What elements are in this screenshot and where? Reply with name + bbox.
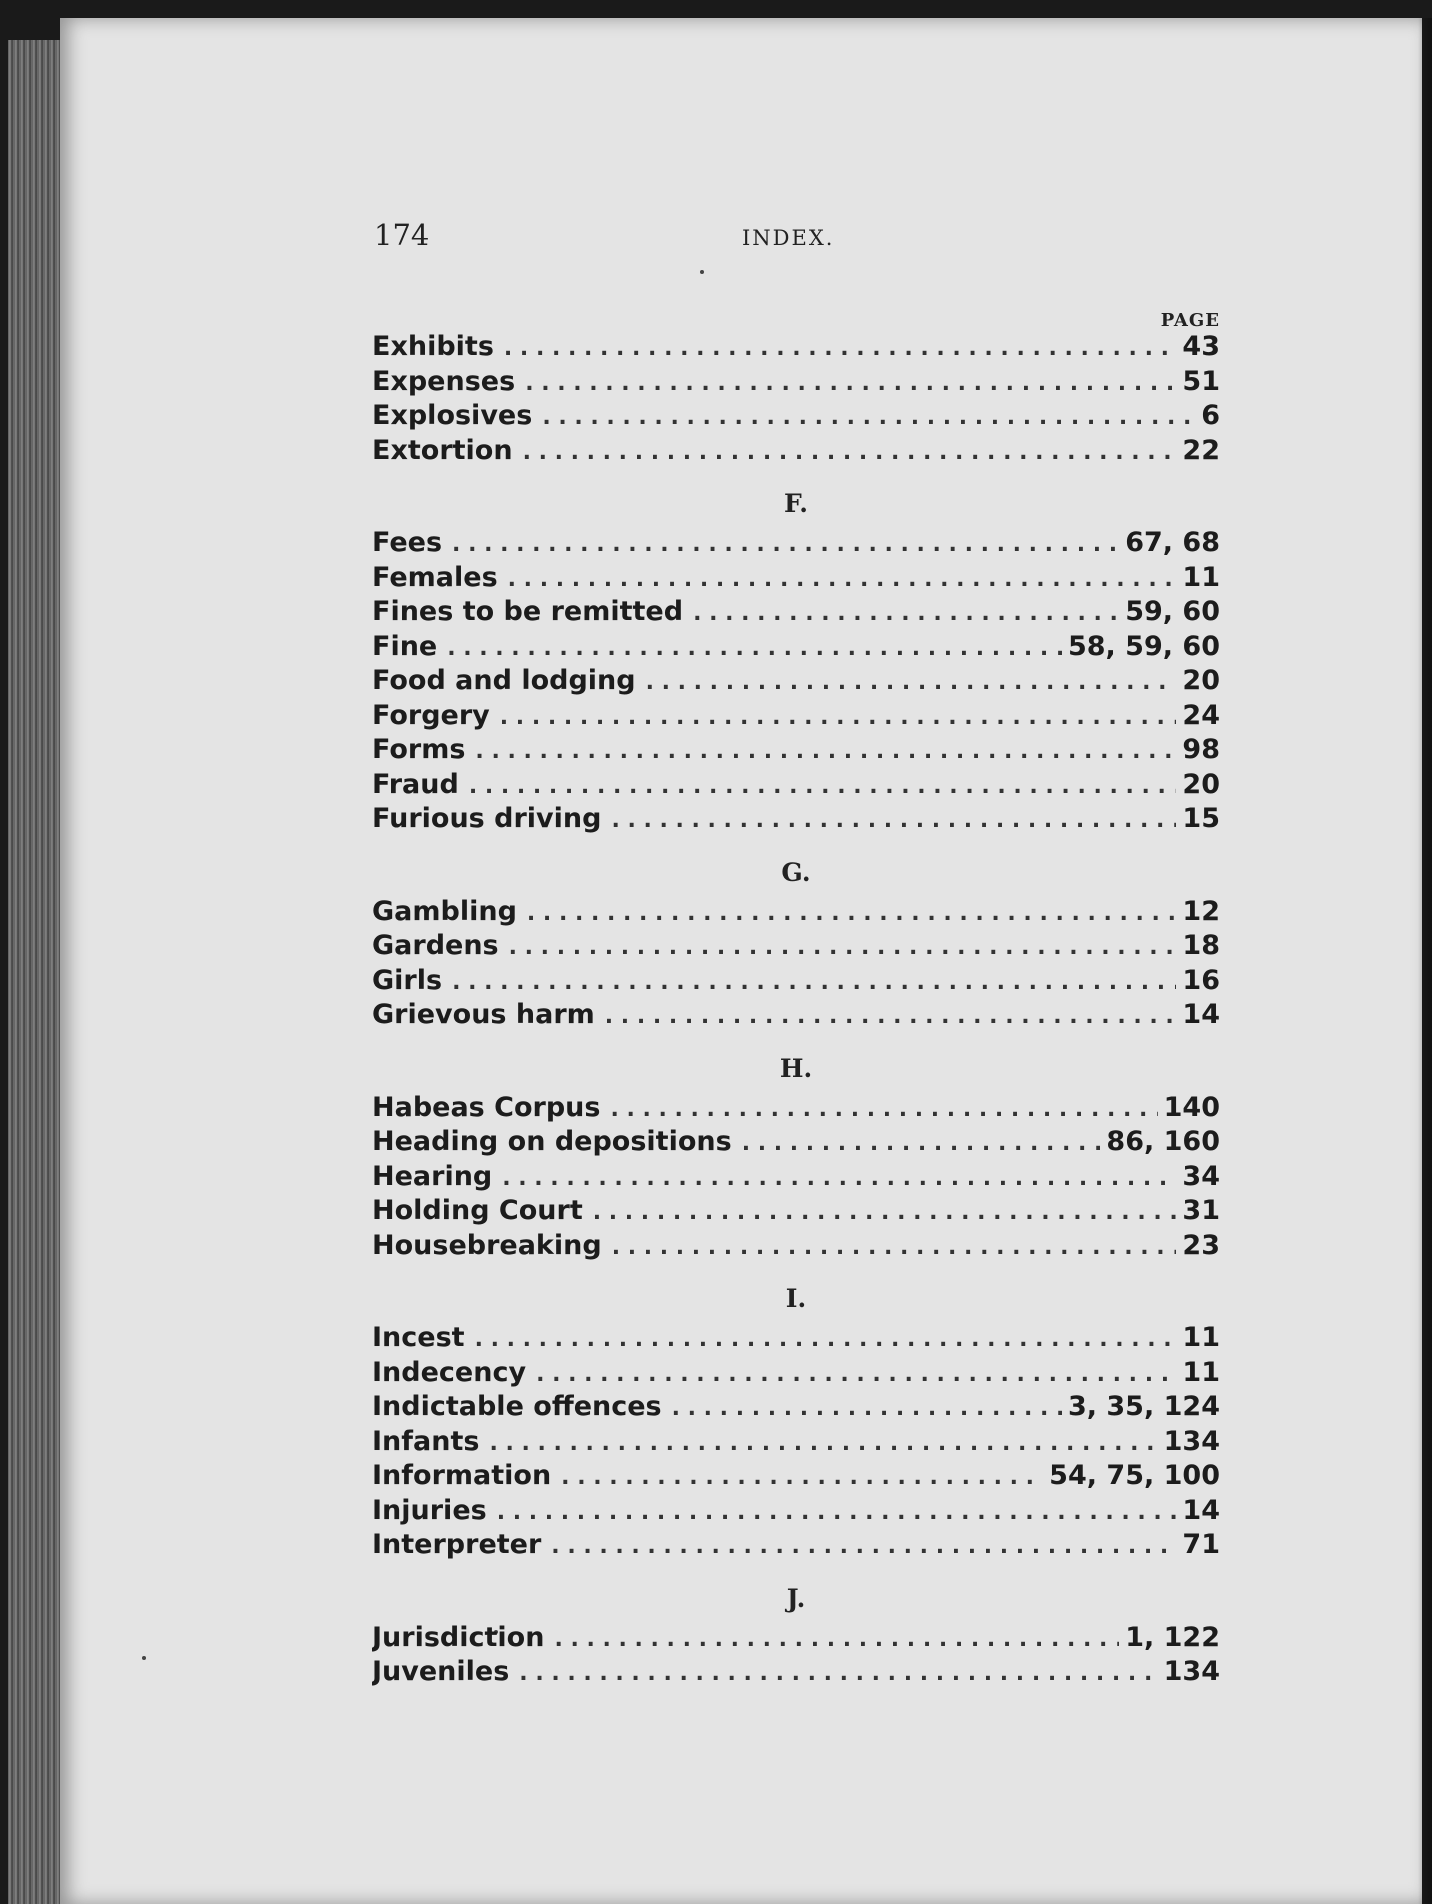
dot-leader: [508, 563, 1177, 596]
index-entry: [372, 1528, 1220, 1563]
dot-leader: [475, 735, 1176, 768]
dot-leader: [523, 436, 1177, 469]
index-term: Gardens: [372, 930, 499, 961]
index-entry: [372, 998, 1220, 1033]
index-term: Habeas Corpus: [372, 1091, 601, 1123]
index-term: Fees: [372, 527, 443, 558]
page-column-label: PAGE: [1160, 310, 1220, 331]
dot-leader: [475, 1323, 1177, 1356]
index-entry: [372, 664, 1220, 699]
index-page-refs: 1, 122: [1125, 1621, 1220, 1653]
running-head: INDEX.: [742, 226, 835, 250]
index-page-refs: 24: [1182, 699, 1220, 731]
index-entry: [372, 1655, 1220, 1690]
page-gutter-shadow: [1418, 18, 1432, 1904]
index-term: Females: [372, 561, 498, 593]
section-letter: J.: [786, 1583, 806, 1613]
index-term: Juveniles: [372, 1656, 510, 1687]
index-term: Infants: [372, 1425, 480, 1457]
index-page-refs: 18: [1182, 930, 1220, 961]
index-page-refs: 3, 35, 124: [1067, 1391, 1220, 1422]
index-term: Gambling: [372, 895, 517, 927]
index-entry: [372, 895, 1220, 930]
dot-leader: [693, 597, 1119, 630]
page-header: [374, 218, 1220, 258]
dot-leader: [500, 701, 1177, 734]
index-page-refs: 12: [1182, 895, 1220, 927]
dot-leader: [646, 666, 1177, 699]
index-entry: [372, 802, 1220, 837]
index-page-refs: 67, 68: [1125, 527, 1220, 558]
index-page-refs: 14: [1182, 1494, 1220, 1526]
ink-speck: [142, 1656, 146, 1660]
index-entry: [372, 526, 1220, 561]
index-list: [372, 330, 1220, 1690]
index-term: Explosives: [372, 400, 533, 431]
index-term: Incest: [372, 1322, 465, 1353]
ink-speck: [700, 270, 704, 274]
index-page-refs: 134: [1163, 1656, 1220, 1687]
index-entry: [372, 1356, 1220, 1391]
index-page-refs: 71: [1182, 1529, 1220, 1560]
dot-leader: [527, 897, 1177, 930]
dot-leader: [742, 1127, 1101, 1160]
index-entry: [372, 595, 1220, 630]
dot-leader: [611, 804, 1176, 837]
index-page-refs: 6: [1201, 400, 1220, 431]
index-entry: [372, 699, 1220, 734]
index-term: Indecency: [372, 1356, 527, 1388]
index-page-refs: 43: [1182, 331, 1220, 362]
index-entry: [372, 1494, 1220, 1529]
dot-leader: [447, 632, 1062, 665]
index-page-refs: 51: [1182, 365, 1220, 397]
index-entry: [372, 929, 1220, 964]
index-page-refs: 134: [1163, 1425, 1220, 1457]
index-term: Jurisdiction: [372, 1621, 545, 1653]
index-entry: [372, 434, 1220, 469]
index-entry: [372, 768, 1220, 803]
index-entry: [372, 1229, 1220, 1264]
index-page-refs: 31: [1182, 1195, 1220, 1226]
dot-leader: [469, 770, 1177, 803]
dot-leader: [561, 1461, 1043, 1494]
index-term: Furious driving: [372, 803, 602, 834]
dot-leader: [502, 1162, 1176, 1195]
index-term: Girls: [372, 964, 443, 996]
index-entry: [372, 1459, 1220, 1494]
index-page-refs: 20: [1182, 665, 1220, 696]
section-letter: I.: [785, 1284, 807, 1313]
dot-leader: [497, 1496, 1177, 1529]
dot-leader: [551, 1530, 1176, 1563]
index-entry: [372, 733, 1220, 768]
dot-leader: [554, 1623, 1119, 1656]
section-letter: F.: [784, 489, 808, 518]
index-term: Hearing: [372, 1160, 493, 1192]
index-page-refs: 34: [1182, 1160, 1220, 1192]
index-entry: [372, 399, 1220, 434]
index-entry: [372, 1425, 1220, 1460]
dot-leader: [605, 1000, 1177, 1033]
index-entry: [372, 1125, 1220, 1160]
index-term: Forms: [372, 734, 466, 765]
index-page-refs: 15: [1182, 803, 1220, 834]
index-entry: [372, 1091, 1220, 1126]
dot-leader: [489, 1427, 1157, 1460]
dot-leader: [525, 367, 1176, 400]
index-page-refs: 11: [1182, 1356, 1220, 1388]
index-page-refs: 16: [1182, 964, 1220, 996]
index-term: Expenses: [372, 365, 516, 397]
index-term: Exhibits: [372, 331, 494, 362]
index-term: Forgery: [372, 699, 490, 731]
index-page-refs: 11: [1182, 1322, 1220, 1353]
index-page-refs: 22: [1182, 434, 1220, 466]
index-entry: [372, 1621, 1220, 1656]
dot-leader: [610, 1093, 1157, 1126]
index-entry: [372, 1321, 1220, 1356]
index-term: Housebreaking: [372, 1229, 602, 1261]
index-entry: [372, 630, 1220, 665]
index-page-refs: 11: [1182, 561, 1220, 593]
index-page-refs: 58, 59, 60: [1067, 630, 1220, 662]
index-page-refs: 20: [1182, 768, 1220, 800]
index-entry: [372, 964, 1220, 999]
dot-leader: [593, 1196, 1177, 1229]
index-term: Grievous harm: [372, 999, 595, 1030]
dot-leader: [452, 528, 1119, 561]
index-entry: [372, 1194, 1220, 1229]
index-entry: [372, 330, 1220, 365]
dot-leader: [452, 966, 1176, 999]
index-page-refs: 140: [1163, 1091, 1220, 1123]
index-page-refs: 98: [1182, 734, 1220, 765]
index-page-refs: 54, 75, 100: [1049, 1460, 1220, 1491]
dot-leader: [509, 931, 1177, 964]
index-term: Heading on depositions: [372, 1126, 732, 1157]
section-letter: H.: [779, 1053, 813, 1083]
index-entry: [372, 561, 1220, 596]
index-entry: [372, 1160, 1220, 1195]
index-page-refs: 14: [1182, 999, 1220, 1030]
index-page-refs: 23: [1182, 1229, 1220, 1261]
index-term: Fraud: [372, 768, 459, 800]
index-page-refs: 59, 60: [1125, 596, 1220, 627]
section-letter: G.: [781, 857, 811, 887]
dot-leader: [542, 401, 1195, 434]
dot-leader: [504, 332, 1177, 365]
index-page-refs: 86, 160: [1106, 1126, 1220, 1157]
dot-leader: [519, 1657, 1157, 1690]
dot-leader: [612, 1231, 1177, 1264]
dot-leader: [672, 1392, 1062, 1425]
index-term: Fines to be remitted: [372, 596, 684, 627]
index-term: Information: [372, 1460, 552, 1491]
index-term: Food and lodging: [372, 665, 636, 696]
dot-leader: [536, 1358, 1176, 1391]
index-term: Fine: [372, 630, 438, 662]
index-term: Extortion: [372, 434, 513, 466]
index-term: Interpreter: [372, 1529, 542, 1560]
index-term: Indictable offences: [372, 1391, 662, 1422]
page-number: 174: [374, 218, 430, 252]
index-entry: [372, 1390, 1220, 1425]
book-page-edges: [8, 40, 60, 1904]
index-term: Holding Court: [372, 1195, 583, 1226]
index-entry: [372, 365, 1220, 400]
index-term: Injuries: [372, 1494, 487, 1526]
